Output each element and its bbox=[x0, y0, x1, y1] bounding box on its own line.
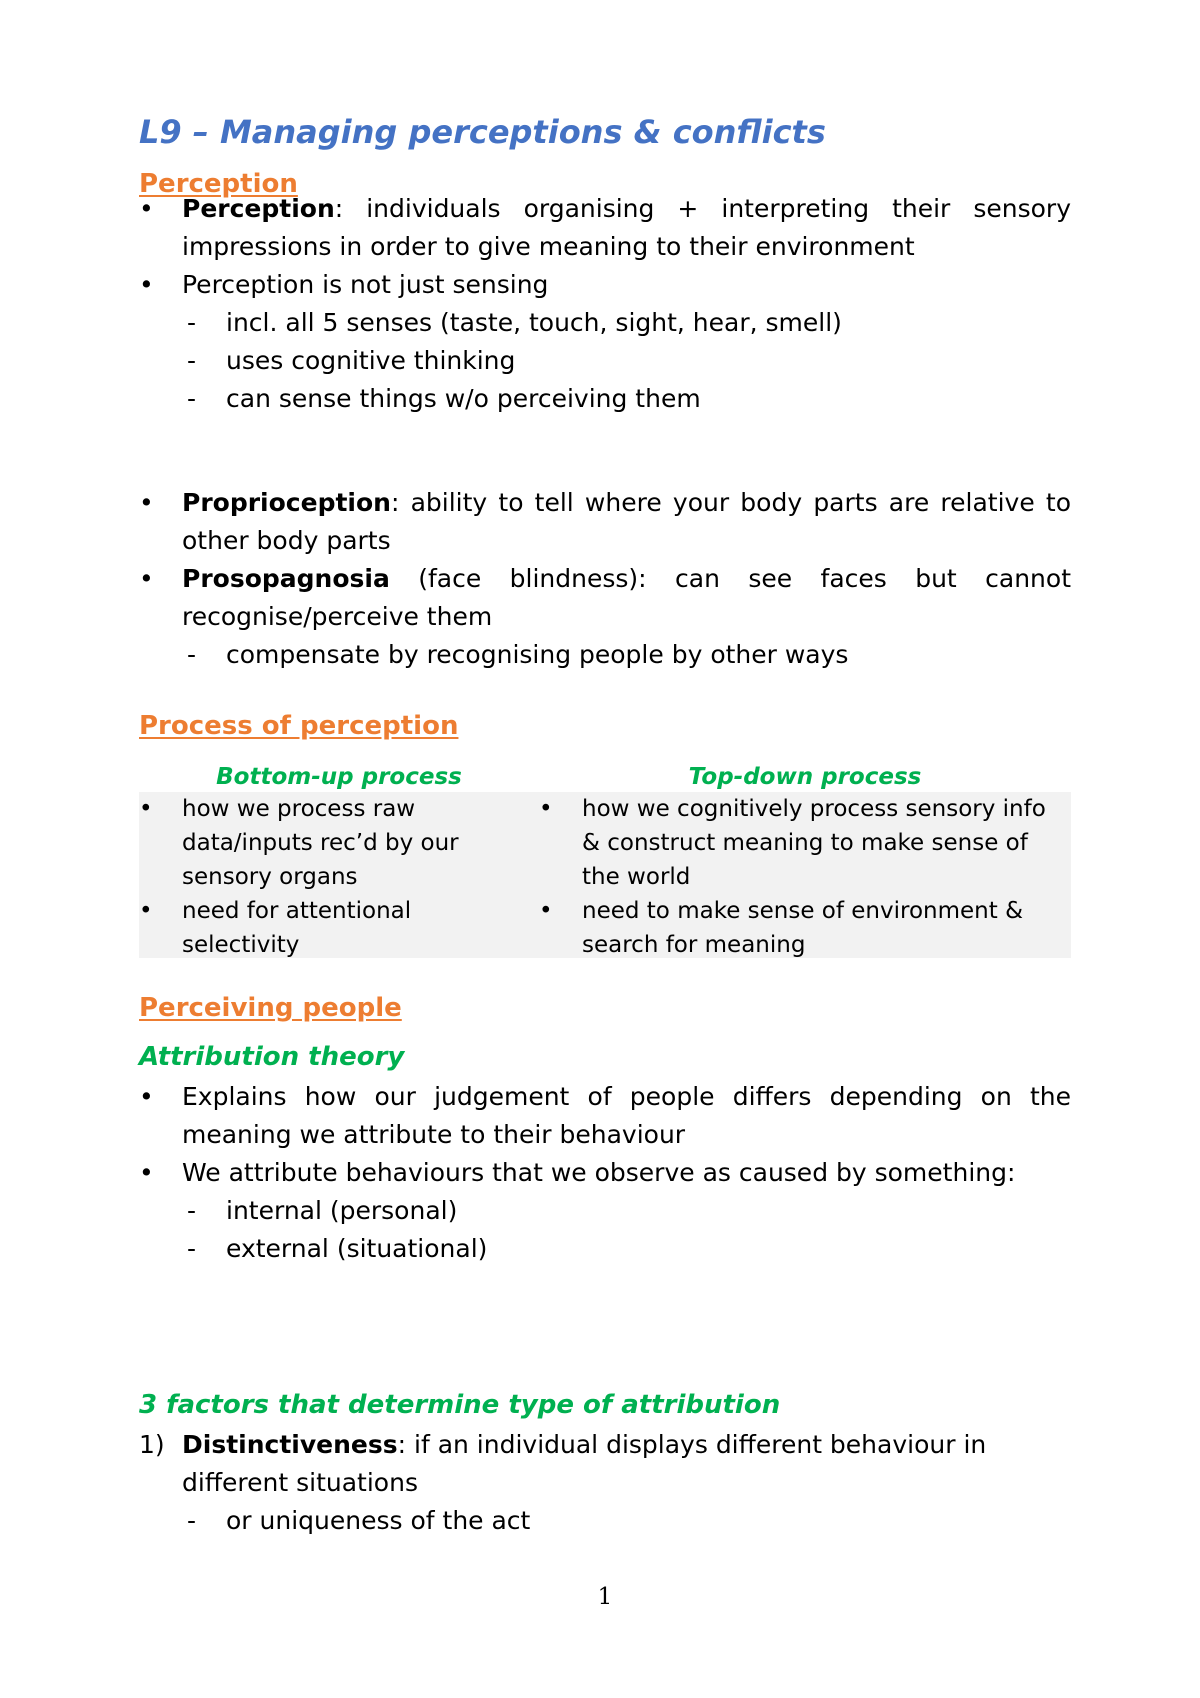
sub-item-text: incl. all 5 senses (taste, touch, sight, hear, smell) bbox=[226, 308, 842, 337]
bullet-marker: • bbox=[539, 898, 553, 924]
subheading-three-factors: 3 factors that determine type of attribution bbox=[139, 1390, 781, 1420]
factors-list bbox=[139, 1426, 1071, 1540]
bullet-marker: • bbox=[139, 1082, 154, 1111]
heading-perceiving-people: Perceiving people bbox=[139, 993, 402, 1023]
list-item bbox=[139, 1078, 1071, 1154]
term-proprioception: Proprioception bbox=[182, 488, 391, 517]
table-item-text: how we process raw data/inputs rec’d by our sensory organs bbox=[182, 796, 459, 890]
definition-text: (face blindness): can see faces but cannot recognise/perceive them bbox=[182, 564, 1071, 631]
sub-item bbox=[139, 304, 1071, 342]
table-item bbox=[539, 894, 1071, 962]
sub-item bbox=[139, 1502, 1071, 1540]
list-item bbox=[139, 484, 1071, 560]
dash-marker: - bbox=[187, 640, 197, 669]
list-item bbox=[139, 1154, 1071, 1192]
document-page bbox=[139, 0, 1071, 1698]
dash-marker: - bbox=[187, 308, 197, 337]
dash-marker: - bbox=[187, 1196, 197, 1225]
table-item bbox=[539, 792, 1071, 894]
bullet-marker: • bbox=[139, 796, 153, 822]
table-cell-top-down bbox=[539, 792, 1071, 962]
term-perception: Perception bbox=[182, 194, 335, 223]
definition-text: : ability to tell where your body parts are relative to other body parts bbox=[182, 488, 1071, 555]
definition-text: : if an individual displays different behaviour in different situations bbox=[182, 1430, 987, 1497]
heading-process-of-perception: Process of perception bbox=[139, 711, 459, 741]
subheading-attribution-theory: Attribution theory bbox=[139, 1042, 405, 1072]
number-marker: 1) bbox=[139, 1430, 165, 1459]
sub-item-text: compensate by recognising people by other ways bbox=[226, 640, 849, 669]
dash-marker: - bbox=[187, 384, 197, 413]
sub-item bbox=[139, 1230, 1071, 1268]
bullet-marker: • bbox=[139, 488, 154, 517]
table-cell-bottom-up bbox=[139, 792, 529, 962]
page-number: 1 bbox=[597, 1584, 613, 1610]
item-text: Explains how our judgement of people differs depending on the meaning we attribute to their behaviour bbox=[182, 1082, 1071, 1149]
table-item-text: need for attentional selectivity bbox=[182, 898, 412, 958]
dash-marker: - bbox=[187, 1234, 197, 1263]
term-distinctiveness: Distinctiveness bbox=[182, 1430, 398, 1459]
list-item bbox=[139, 190, 1071, 266]
list-item bbox=[139, 266, 1071, 304]
item-text: Perception is not just sensing bbox=[182, 270, 549, 299]
sub-item bbox=[139, 636, 1071, 674]
term-prosopagnosia: Prosopagnosia bbox=[182, 564, 390, 593]
table-item-text: need to make sense of environment & search for meaning bbox=[582, 898, 1024, 958]
table-item bbox=[139, 792, 529, 894]
attribution-list bbox=[139, 1078, 1071, 1268]
bullet-marker: • bbox=[539, 796, 553, 822]
definition-text: : individuals organising + interpreting their sensory impressions in order to give meaning to their environment bbox=[182, 194, 1071, 261]
sub-item bbox=[139, 380, 1071, 418]
sub-item-text: uses cognitive thinking bbox=[226, 346, 516, 375]
bullet-marker: • bbox=[139, 270, 154, 299]
column-header-bottom-up: Bottom-up process bbox=[216, 764, 462, 790]
heading-perception: Perception bbox=[139, 169, 298, 199]
document-title: L9 – Managing perceptions & conflicts bbox=[139, 113, 826, 151]
sub-item-text: external (situational) bbox=[226, 1234, 488, 1263]
perception-list bbox=[139, 190, 1071, 418]
perception-list-continued bbox=[139, 484, 1071, 674]
sub-item-text: internal (personal) bbox=[226, 1196, 458, 1225]
column-header-top-down: Top-down process bbox=[688, 764, 922, 790]
numbered-item bbox=[139, 1426, 1071, 1502]
bullet-marker: • bbox=[139, 564, 154, 593]
list-item bbox=[139, 560, 1071, 636]
sub-item-text: can sense things w/o perceiving them bbox=[226, 384, 701, 413]
bullet-marker: • bbox=[139, 898, 153, 924]
sub-item-text: or uniqueness of the act bbox=[226, 1506, 531, 1535]
table-item bbox=[139, 894, 529, 962]
bullet-marker: • bbox=[139, 194, 154, 223]
bullet-marker: • bbox=[139, 1158, 154, 1187]
dash-marker: - bbox=[187, 346, 197, 375]
sub-item bbox=[139, 342, 1071, 380]
item-text: We attribute behaviours that we observe as caused by something: bbox=[182, 1158, 1016, 1187]
process-table bbox=[139, 792, 1071, 958]
table-item-text: how we cognitively process sensory info & construct meaning to make sense of the world bbox=[582, 796, 1046, 890]
dash-marker: - bbox=[187, 1506, 197, 1535]
sub-item bbox=[139, 1192, 1071, 1230]
